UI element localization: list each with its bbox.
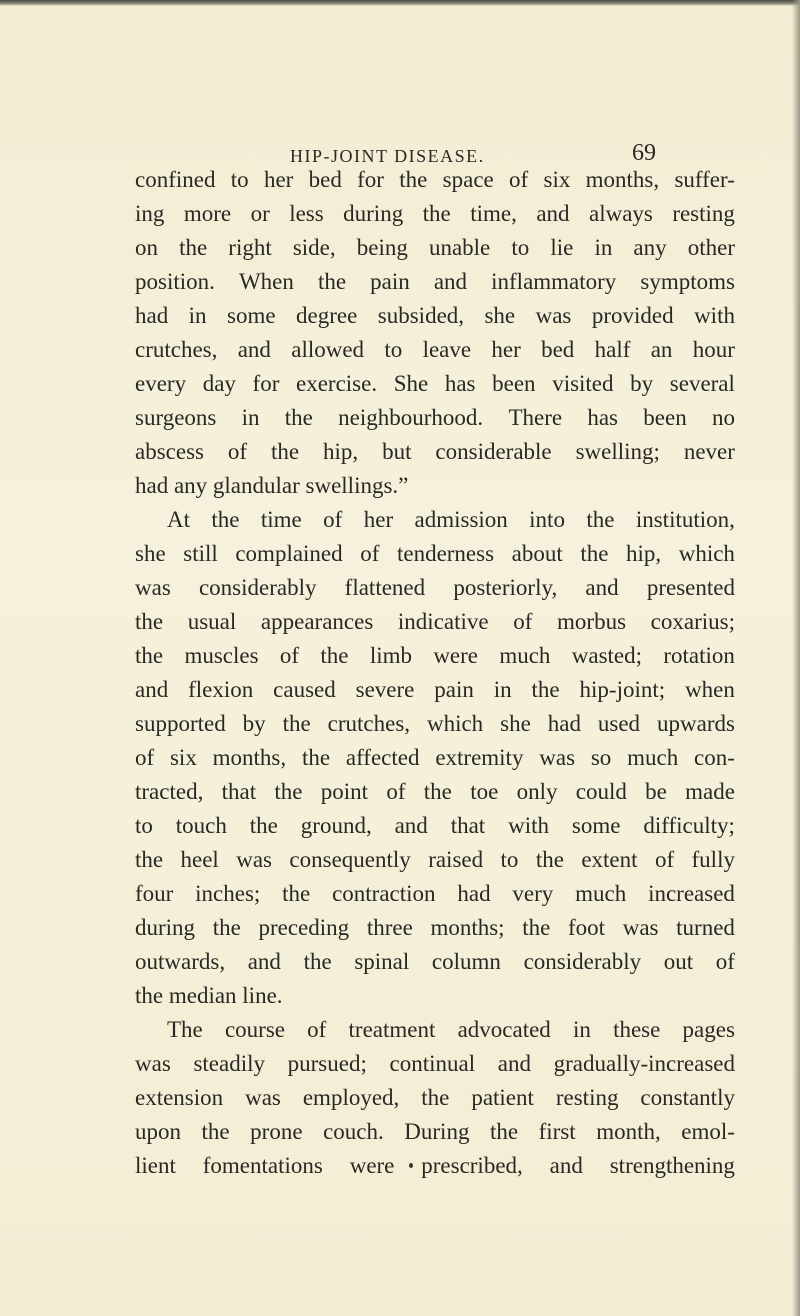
text-line: the muscles of the limb were much wasted; rotation bbox=[135, 643, 735, 668]
text-line: she still complained of tenderness about the hip, which bbox=[135, 541, 735, 566]
text-line: extension was employed, the patient resting constantly bbox=[135, 1085, 735, 1110]
text-line: was considerably flattened posteriorly, and presented bbox=[135, 575, 735, 600]
text-line: supported by the crutches, which she had used upwards bbox=[135, 711, 735, 736]
text-line: four inches; the contraction had very much increased bbox=[135, 881, 735, 906]
text-line: had any glandular swellings.” bbox=[135, 473, 409, 498]
page-number: 69 bbox=[632, 140, 656, 166]
text-line: abscess of the hip, but considerable swelling; never bbox=[135, 439, 735, 464]
text-line: the usual appearances indicative of morbus coxarius; bbox=[135, 609, 735, 634]
text-line: crutches, and allowed to leave her bed half an hour bbox=[135, 337, 735, 362]
text-line: of six months, the affected extremity was so much con- bbox=[135, 745, 735, 770]
text-line: tracted, that the point of the toe only could be made bbox=[135, 779, 735, 804]
text-line: outwards, and the spinal column considerably out of bbox=[135, 949, 735, 974]
text-line: was steadily pursued; continual and gradually-increased bbox=[135, 1051, 735, 1076]
body-text bbox=[135, 163, 735, 1183]
text-line: At the time of her admission into the institution, bbox=[167, 507, 735, 532]
text-line: position. When the pain and inflammatory symptoms bbox=[135, 269, 735, 294]
text-line: ing more or less during the time, and always resting bbox=[135, 201, 735, 226]
page-top-edge bbox=[0, 0, 800, 6]
text-line: the median line. bbox=[135, 983, 283, 1008]
ink-speck bbox=[409, 1163, 413, 1168]
text-line: had in some degree subsided, she was provided with bbox=[135, 303, 735, 328]
text-line: surgeons in the neighbourhood. There has been no bbox=[135, 405, 735, 430]
text-line: on the right side, being unable to lie in any other bbox=[135, 235, 735, 260]
text-line: every day for exercise. She has been visited by several bbox=[135, 371, 735, 396]
text-line: confined to her bed for the space of six months, suffer- bbox=[135, 167, 735, 192]
text-line: during the preceding three months; the foot was turned bbox=[135, 915, 735, 940]
text-line: lient fomentations were prescribed, and strengthening bbox=[135, 1153, 735, 1178]
text-line: the heel was consequently raised to the extent of fully bbox=[135, 847, 735, 872]
page-right-edge bbox=[792, 0, 800, 1316]
text-line: and flexion caused severe pain in the hip-joint; when bbox=[135, 677, 735, 702]
text-line: The course of treatment advocated in these pages bbox=[167, 1017, 735, 1042]
text-line: upon the prone couch. During the first month, emol- bbox=[135, 1119, 735, 1144]
text-line: to touch the ground, and that with some difficulty; bbox=[135, 813, 735, 838]
running-head: HIP-JOINT DISEASE. bbox=[290, 146, 485, 166]
